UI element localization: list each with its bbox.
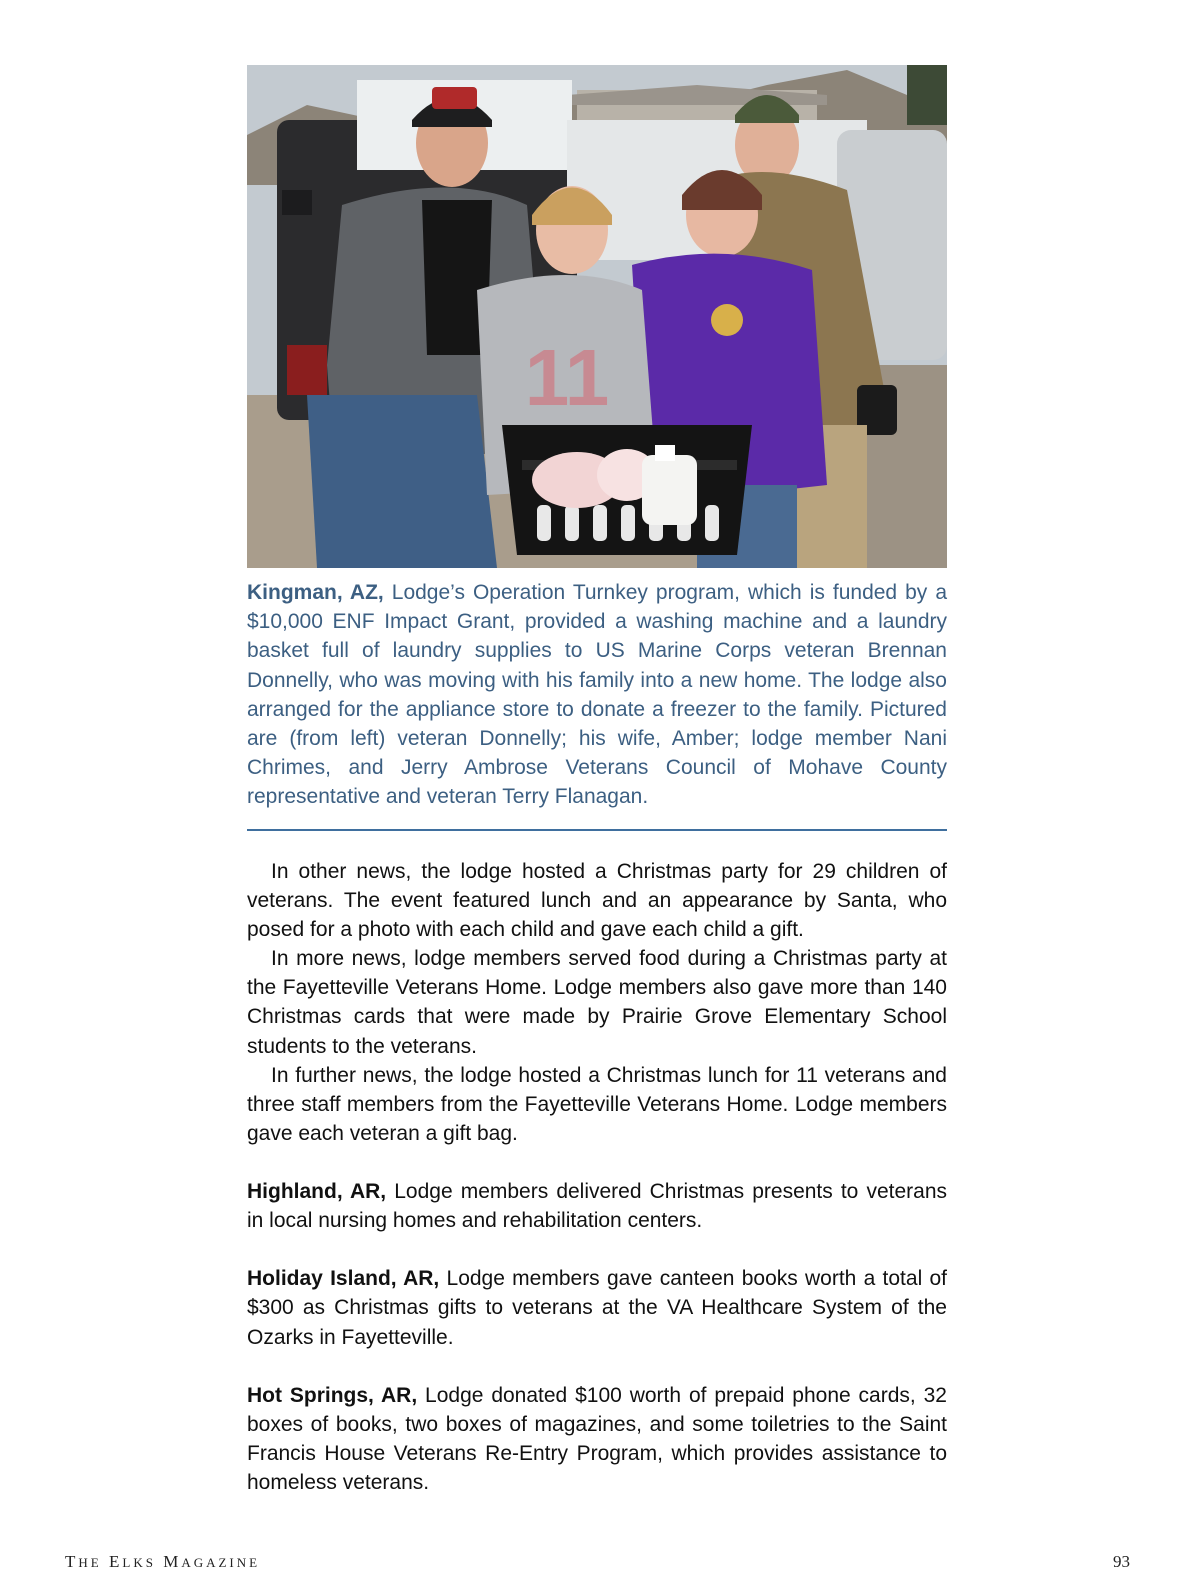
news-item-text: Lodge donated $100 worth of prepaid phone cards, 32 boxes of books, two boxes of magazines, and some toiletries to the Saint Francis House Veterans Re-Entry Program, which provides assistance to homeless veterans.	[247, 1383, 947, 1494]
news-item-location: Highland, AR,	[247, 1180, 387, 1204]
caption-location: Kingman, AZ,	[247, 581, 384, 604]
news-item-location: Holiday Island, AR,	[247, 1267, 440, 1291]
magazine-name: THE ELKS MAGAZINE	[65, 1552, 261, 1571]
article-body	[247, 857, 947, 1497]
article-photo	[247, 65, 947, 568]
news-item-location: Hot Springs, AR,	[247, 1383, 418, 1407]
body-paragraph: In more news, lodge members served food during a Christmas party at the Fayetteville Veterans Home. Lodge members also gave more than 140 Christmas cards that were made by Prairie Grove Elementary School students to the veterans.	[247, 947, 947, 1058]
body-paragraph: In further news, the lodge hosted a Christmas lunch for 11 veterans and three staff members from the Fayetteville Veterans Home. Lodge members gave each veteran a gift bag.	[247, 1063, 947, 1145]
shirt-number: 11	[524, 333, 610, 422]
photo-caption	[247, 578, 947, 812]
news-item-text: Lodge members delivered Christmas presents to veterans in local nursing homes and rehabilitation centers.	[247, 1180, 947, 1233]
news-item-text: Lodge members gave canteen books worth a total of $300 as Christmas gifts to veterans at the VA Healthcare System of the Ozarks in Fayetteville.	[247, 1267, 948, 1349]
photo-illustration	[247, 65, 947, 568]
caption-text: Lodge’s Operation Turnkey program, which is funded by a $10,000 ENF Impact Grant, provided a washing machine and a laundry basket full of laundry supplies to US Marine Corps veteran Brennan Donnelly, who was moving with his family into a new home. The lodge also arranged for the appliance store to donate a freezer to the family. Pictured are (from left) veteran Donnelly; his wife, Amber; lodge member Nani Chrimes, and Jerry Ambrose Veterans Council of Mohave County representative and veteran Terry Flanagan.	[247, 581, 947, 809]
caption-divider	[247, 829, 947, 831]
news-item-hot-springs	[247, 1381, 947, 1497]
body-paragraph: In other news, the lodge hosted a Christmas party for 29 children of veterans. The event featured lunch and an appearance by Santa, who posed for a photo with each child and gave each child a gift.	[247, 860, 947, 942]
news-item-highland	[247, 1177, 947, 1235]
page-number: 93	[1113, 1552, 1130, 1571]
news-item-holiday-island	[247, 1264, 947, 1351]
